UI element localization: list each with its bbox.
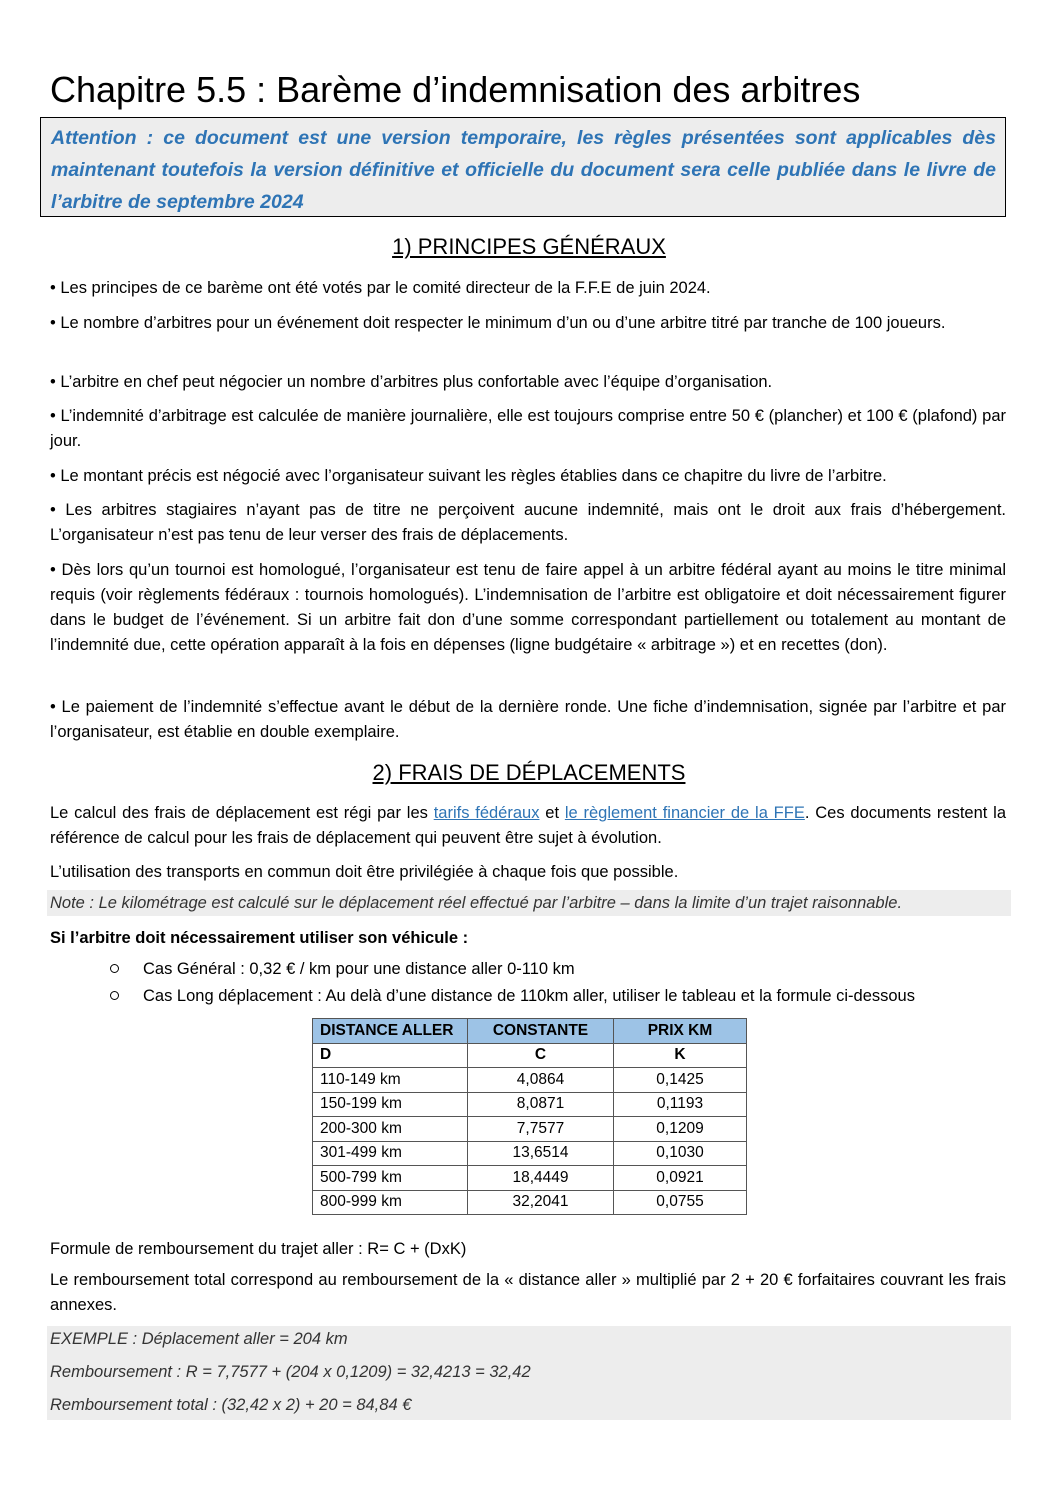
table-cell: 8,0871 — [468, 1092, 614, 1117]
formula-paragraph: Formule de remboursement du trajet aller : R= C + (DxK) — [50, 1240, 467, 1258]
frais-intro — [50, 801, 1006, 851]
example-line: Remboursement : R = 7,7577 + (204 x 0,1209) = 32,4213 = 32,42 — [47, 1359, 1011, 1392]
column-header: DISTANCE ALLER — [313, 1019, 468, 1044]
table-cell: 200-300 km — [313, 1117, 468, 1142]
table-cell: 7,7577 — [468, 1117, 614, 1142]
table-cell: 800-999 km — [313, 1190, 468, 1215]
example-line: Remboursement total : (32,42 x 2) + 20 = 84,84 € — [47, 1392, 1011, 1420]
frais-intro-end: . Ces documents restent la référence de calcul pour les frais de déplacement qui peuvent être sujet à évolution. — [50, 804, 1006, 847]
circle-bullet-icon — [110, 991, 119, 1000]
circle-bullet-icon — [110, 964, 119, 973]
table-cell: K — [614, 1043, 747, 1068]
table-cell: 13,6514 — [468, 1141, 614, 1166]
paragraph: • L’arbitre en chef peut négocier un nombre d’arbitres plus confortable avec l’équipe d’organisation. — [50, 373, 773, 391]
frais-intro-between: et — [539, 804, 565, 822]
example-line: EXEMPLE : Déplacement aller = 204 km — [47, 1326, 1011, 1359]
table-cell: 301-499 km — [313, 1141, 468, 1166]
vehicle-heading: Si l’arbitre doit nécessairement utiliser son véhicule : — [50, 929, 469, 947]
paragraph: • Le paiement de l’indemnité s’effectue avant le début de la dernière ronde. Une fiche d’indemnisation, signée par l’arbitre et par l’organisateur, est établie en double exemplaire. — [50, 698, 1006, 741]
paragraph: • Le montant précis est négocié avec l’organisateur suivant les règles établies dans ce chapitre du livre de l’arbitre. — [50, 467, 887, 485]
case-text: Cas Long déplacement : Au delà d’une distance de 110km aller, utiliser le tableau et la formule ci-dessous — [143, 987, 915, 1005]
table-row — [313, 1092, 747, 1117]
reglement-financier-link[interactable]: le règlement financier de la FFE — [564, 804, 805, 822]
table-cell: 110-149 km — [313, 1068, 468, 1093]
table-cell: D — [313, 1043, 468, 1068]
table-cell: 32,2041 — [468, 1190, 614, 1215]
frais-intro-start: Le calcul des frais de déplacement est régi par les — [50, 804, 434, 822]
section-heading-principes: 1) PRINCIPES GÉNÉRAUX — [392, 234, 666, 259]
table-row — [313, 1190, 747, 1215]
table-row — [313, 1166, 747, 1191]
table-cell: 0,1193 — [614, 1092, 747, 1117]
paragraph: • L’indemnité d’arbitrage est calculée de manière journalière, elle est toujours comprise entre 50 € (plancher) et 100 € (plafond) par jour. — [50, 407, 1006, 450]
total-paragraph: Le remboursement total correspond au remboursement de la « distance aller » multiplié par 2 + 20 € forfaitaires couvrant les frais annexes. — [50, 1271, 1006, 1314]
table-cell: 500-799 km — [313, 1166, 468, 1191]
table-cell: 0,0755 — [614, 1190, 747, 1215]
column-header: PRIX KM — [614, 1019, 747, 1044]
table-header-row — [313, 1019, 747, 1044]
table-cell: 18,4449 — [468, 1166, 614, 1191]
paragraph: • Dès lors qu’un tournoi est homologué, l’organisateur est tenu de faire appel à un arbitre fédéral ayant au moins le titre minimal requis (voir règlements fédéraux : tournois homologués). L’indemnisation de l’arbitre est obligatoire et doit nécessairement figurer dans le budget de l’événement. Si un arbitre fait don d’une somme correspondant partiellement ou totalement au montant de l’indemnité due, cette opération apparaît à la fois en dépenses (ligne budgétaire « arbitrage ») et en recettes (don). — [50, 561, 1006, 654]
note-kilometrage: Note : Le kilométrage est calculé sur le déplacement réel effectué par l’arbitre – dans la limite d’un trajet raisonnable. — [47, 890, 1011, 916]
table-cell: 0,1030 — [614, 1141, 747, 1166]
table-row — [313, 1068, 747, 1093]
transport-paragraph: L’utilisation des transports en commun doit être privilégiée à chaque fois que possible. — [50, 863, 679, 881]
paragraph: • Le nombre d’arbitres pour un événement doit respecter le minimum d’un ou d’une arbitre titré par tranche de 100 joueurs. — [50, 314, 946, 332]
column-header: CONSTANTE — [468, 1019, 614, 1044]
page-title: Chapitre 5.5 : Barème d’indemnisation des arbitres — [50, 69, 861, 110]
table-row — [313, 1141, 747, 1166]
paragraph: • Les arbitres stagiaires n’ayant pas de titre ne perçoivent aucune indemnité, mais ont le droit aux frais d’hébergement. L’organisateur n’est pas tenu de leur verser des frais de déplacements. — [50, 501, 1006, 544]
table-cell: 0,1425 — [614, 1068, 747, 1093]
table-cell: 150-199 km — [313, 1092, 468, 1117]
table-letters-row — [313, 1043, 747, 1068]
tarifs-federaux-link[interactable]: tarifs fédéraux — [433, 804, 540, 822]
distance-table — [312, 1018, 747, 1215]
table-cell: 0,1209 — [614, 1117, 747, 1142]
case-text: Cas Général : 0,32 € / km pour une distance aller 0-110 km — [143, 960, 575, 978]
table-cell: C — [468, 1043, 614, 1068]
table-cell: 4,0864 — [468, 1068, 614, 1093]
section-heading-frais: 2) FRAIS DE DÉPLACEMENTS — [372, 760, 686, 785]
paragraph: • Les principes de ce barème ont été votés par le comité directeur de la F.F.E de juin 2024. — [50, 279, 711, 297]
table-cell: 0,0921 — [614, 1166, 747, 1191]
attention-notice: Attention : ce document est une version temporaire, les règles présentées sont applicables dès maintenant toutefois la version définitive et officielle du document sera celle publiée dans le livre de l’arbitre de septembre 2024 — [40, 117, 1006, 217]
table-row — [313, 1117, 747, 1142]
